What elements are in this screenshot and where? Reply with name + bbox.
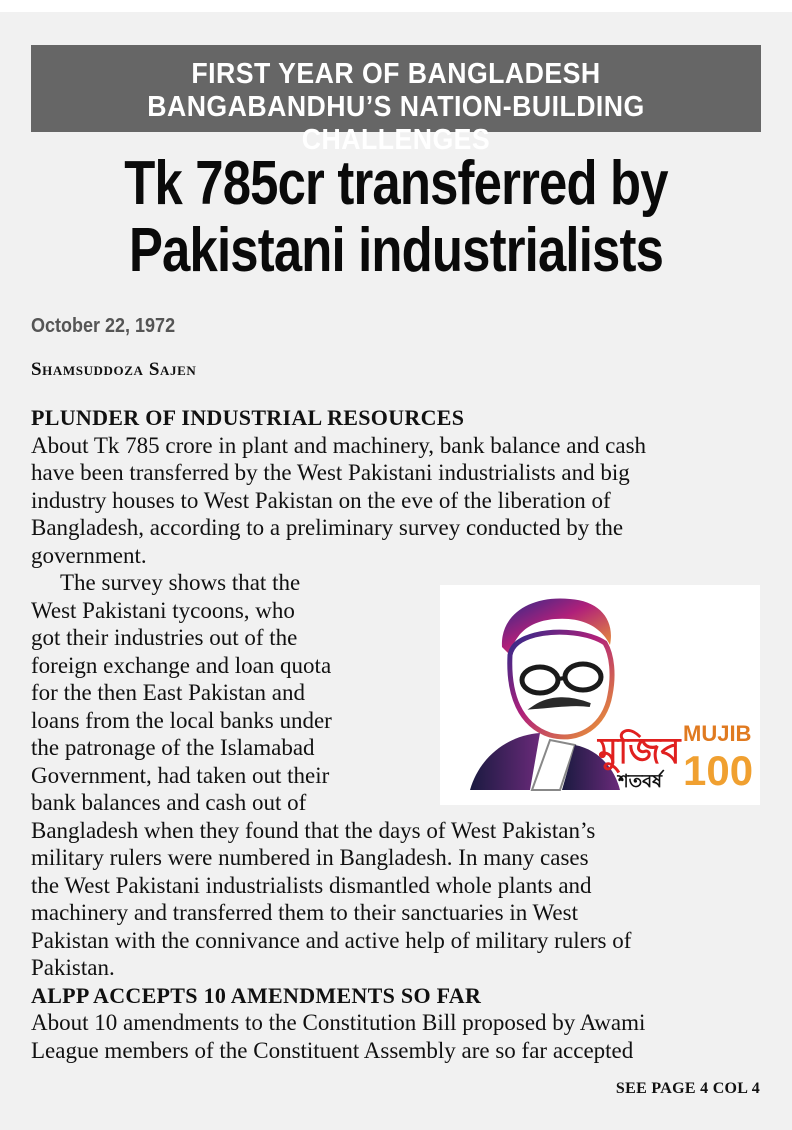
text-line: Pakistan with the connivance and active help of military rulers of — [31, 927, 632, 953]
article-date: October 22, 1972 — [31, 315, 176, 337]
text-line: machinery and transferred them to their sanctuaries in West — [31, 900, 578, 925]
text-line: League members of the Constituent Assembly are so far accepted — [31, 1037, 634, 1063]
text-line: Government, had taken out their — [31, 762, 330, 788]
text-line: West Pakistani tycoons, who — [31, 597, 295, 623]
text-line: the patronage of the Islamabad — [31, 735, 315, 760]
text-line: Pakistan. — [31, 955, 115, 980]
text-line: for the then East Pakistan and — [31, 680, 306, 705]
banner-line-2: BANGABANDHU’S NATION-BUILDING CHALLENGES — [147, 91, 645, 156]
series-banner — [31, 45, 761, 156]
paragraph-amendments — [31, 1009, 761, 1064]
text-line: The survey shows that the — [60, 570, 301, 595]
section-subhead: PLUNDER OF INDUSTRIAL RESOURCES — [31, 405, 465, 430]
section-subhead: ALPP ACCEPTS 10 AMENDMENTS SO FAR — [31, 982, 482, 1008]
newspaper-page — [0, 12, 792, 1130]
text-line: Bangladesh when they found that the days of West Pakistan’s — [31, 817, 596, 843]
text-line: About 10 amendments to the Constitution Bill proposed by Awami — [31, 1010, 646, 1035]
text-line: got their industries out of the — [31, 625, 298, 650]
text-line: military rulers were numbered in Bangladesh. In many cases — [31, 845, 589, 870]
text-line: have been transferred by the West Pakistani industrialists and big — [31, 460, 630, 485]
centenary-number: 100 — [683, 747, 754, 794]
text-line: loans from the local banks under — [31, 707, 332, 733]
bengali-subtitle: শতবর্ষ — [618, 771, 663, 792]
text-line: industry houses to West Pakistan on the eve of the liberation of — [31, 487, 611, 513]
headline-line-1: Tk 785cr transferred by — [124, 149, 668, 218]
article-headline — [31, 150, 761, 284]
paragraph-survey-wide — [31, 817, 761, 982]
banner-line-1: FIRST YEAR OF BANGLADESH — [191, 58, 601, 90]
mujib-portrait-illustration — [440, 585, 760, 805]
text-line: foreign exchange and loan quota — [31, 652, 332, 678]
text-line: Bangladesh, according to a preliminary survey conducted by the — [31, 515, 624, 540]
author-byline: Shamsuddoza Sajen — [31, 359, 197, 380]
bengali-title: মুজিব — [598, 731, 681, 772]
paragraph-intro — [31, 432, 761, 570]
mujib-100-logo — [440, 585, 760, 805]
headline-line-2: Pakistani industrialists — [128, 216, 664, 285]
text-line: bank balances and cash out of — [31, 790, 307, 815]
mujib-word: MUJIB — [683, 721, 752, 746]
text-line: government. — [31, 542, 147, 568]
text-line: About Tk 785 crore in plant and machinery, bank balance and cash — [31, 432, 647, 458]
continuation-note: SEE PAGE 4 COL 4 — [615, 1080, 760, 1097]
text-line: the West Pakistani industrialists dismantled whole plants and — [31, 872, 592, 898]
